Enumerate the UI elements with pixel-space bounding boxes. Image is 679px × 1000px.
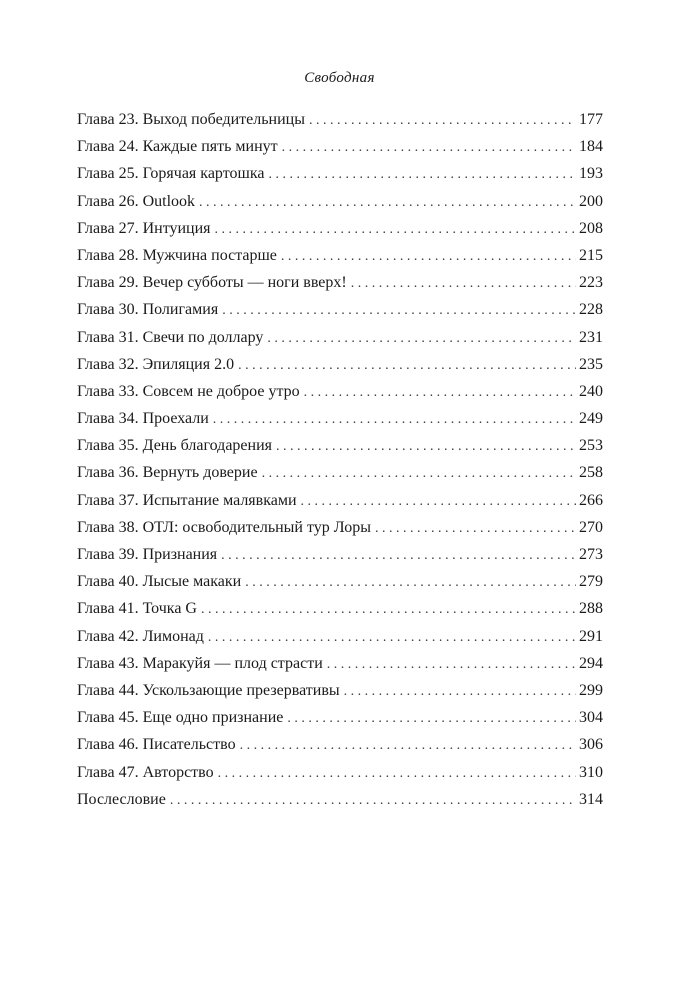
toc-entry-page: 228 <box>579 301 603 319</box>
toc-entry-page: 235 <box>579 355 603 373</box>
toc-entry-page: 215 <box>579 246 603 264</box>
running-header: Свободная <box>304 70 375 86</box>
toc-entry-page: 231 <box>579 328 603 346</box>
toc-entry-page: 294 <box>579 654 603 672</box>
toc-entry-title: Послесловие <box>77 790 166 808</box>
toc-entry-title: Глава 46. Писательство <box>77 736 236 754</box>
dot-leader <box>240 732 576 759</box>
dot-leader <box>309 107 576 134</box>
toc-entry <box>77 432 603 459</box>
toc-entry-title: Глава 26. Outlook <box>77 192 196 210</box>
dot-leader <box>238 352 576 379</box>
dot-leader <box>201 596 576 623</box>
dot-leader <box>218 760 576 787</box>
toc-entry-title: Глава 34. Проехали <box>77 410 209 428</box>
toc-entry-title: Глава 27. Интуиция <box>77 219 211 237</box>
toc-entry-page: 314 <box>579 790 603 808</box>
dot-leader <box>301 488 576 515</box>
toc-entry <box>77 731 603 758</box>
toc-entry-title: Глава 47. Авторство <box>77 763 214 781</box>
toc-entry <box>77 242 603 269</box>
dot-leader <box>199 189 576 216</box>
toc-entry-page: 273 <box>579 546 603 563</box>
dot-leader <box>262 460 576 487</box>
toc-entry <box>77 786 603 813</box>
toc-entry <box>77 459 603 486</box>
toc-entry <box>77 759 603 786</box>
dot-leader <box>268 161 576 188</box>
toc-entry-page: 184 <box>579 138 603 156</box>
toc-entry-title: Глава 42. Лимонад <box>77 627 204 645</box>
toc-entry-page: 310 <box>579 763 603 781</box>
dot-leader <box>215 216 576 243</box>
toc-entry-title: Глава 45. Еще одно признание <box>77 709 284 727</box>
toc-entry-page: 193 <box>579 165 603 183</box>
toc-entry-page: 291 <box>579 627 603 645</box>
toc-entry-title: Глава 31. Свечи по доллару <box>77 328 264 346</box>
dot-leader <box>245 569 576 596</box>
toc-entry-title: Глава 40. Лысые макаки <box>77 573 242 591</box>
toc-entry-page: 258 <box>579 464 603 482</box>
toc-entry-page: 223 <box>579 274 603 292</box>
dot-leader <box>351 270 576 297</box>
toc-entry-page: 177 <box>579 111 603 128</box>
toc-entry-page: 288 <box>579 600 603 618</box>
toc-entry <box>77 487 603 514</box>
dot-leader <box>221 542 576 569</box>
dot-leader <box>267 325 576 352</box>
toc-entry-page: 208 <box>579 219 603 237</box>
dot-leader <box>327 651 576 678</box>
toc-entry <box>77 269 603 296</box>
toc-entry-title: Глава 43. Маракуйя — плод страсти <box>77 654 323 672</box>
toc-entry-page: 270 <box>579 518 603 536</box>
dot-leader <box>282 134 576 161</box>
toc-entry-title: Глава 39. Признания <box>77 546 218 563</box>
toc-entry-title: Глава 32. Эпиляция 2.0 <box>77 355 235 373</box>
toc-entry <box>77 650 603 677</box>
toc-entry-title: Глава 23. Выход победительницы <box>77 111 305 128</box>
toc-entry <box>77 541 603 568</box>
toc-entry-page: 299 <box>579 681 603 699</box>
toc-entry-page: 240 <box>579 382 603 400</box>
toc-entry-page: 306 <box>579 736 603 754</box>
toc-entry-title: Глава 37. Испытание малявками <box>77 491 297 509</box>
toc-entry <box>77 623 603 650</box>
toc-entry <box>77 351 603 378</box>
toc-entry-title: Глава 29. Вечер субботы — ноги вверх! <box>77 274 347 292</box>
toc-entry-title: Глава 41. Точка G <box>77 600 197 618</box>
toc-entry-page: 200 <box>579 192 603 210</box>
dot-leader <box>276 433 576 460</box>
toc-entry <box>77 215 603 242</box>
toc-entry-title: Глава 36. Вернуть доверие <box>77 464 258 482</box>
dot-leader <box>281 243 576 270</box>
toc-entry <box>77 324 603 351</box>
toc-entry-title: Глава 35. День благодарения <box>77 437 273 455</box>
toc-entry <box>77 514 603 541</box>
toc-entry-page: 266 <box>579 491 603 509</box>
toc-entry <box>77 378 603 405</box>
toc-entry <box>77 133 603 160</box>
toc-entry <box>77 160 603 187</box>
toc-entry-title: Глава 24. Каждые пять минут <box>77 138 278 156</box>
toc-entry-title: Глава 28. Мужчина постарше <box>77 246 277 264</box>
dot-leader <box>304 379 576 406</box>
toc-entry-page: 279 <box>579 573 603 591</box>
dot-leader <box>208 624 576 651</box>
dot-leader <box>222 297 576 324</box>
toc-entry <box>77 296 603 323</box>
toc-entry <box>77 677 603 704</box>
toc-entry <box>77 704 603 731</box>
toc-entry <box>77 568 603 595</box>
toc-entry <box>77 188 603 215</box>
toc-entry-title: Глава 25. Горячая картошка <box>77 165 265 183</box>
toc-entry-title: Глава 30. Полигамия <box>77 301 219 319</box>
dot-leader <box>375 515 576 542</box>
toc-entry <box>77 405 603 432</box>
toc-entry-title: Глава 44. Ускользающие презервативы <box>77 681 340 699</box>
toc-entry-page: 304 <box>579 709 603 727</box>
table-of-contents <box>77 106 603 813</box>
dot-leader <box>213 406 576 433</box>
toc-entry-title: Глава 38. ОТЛ: освободительный тур Лоры <box>77 518 371 536</box>
toc-entry <box>77 595 603 622</box>
dot-leader <box>287 705 576 732</box>
toc-entry <box>77 106 603 133</box>
toc-entry-title: Глава 33. Совсем не доброе утро <box>77 382 300 400</box>
toc-entry-page: 249 <box>579 410 603 428</box>
toc-entry-page: 253 <box>579 437 603 455</box>
dot-leader <box>170 787 576 814</box>
dot-leader <box>344 678 576 705</box>
